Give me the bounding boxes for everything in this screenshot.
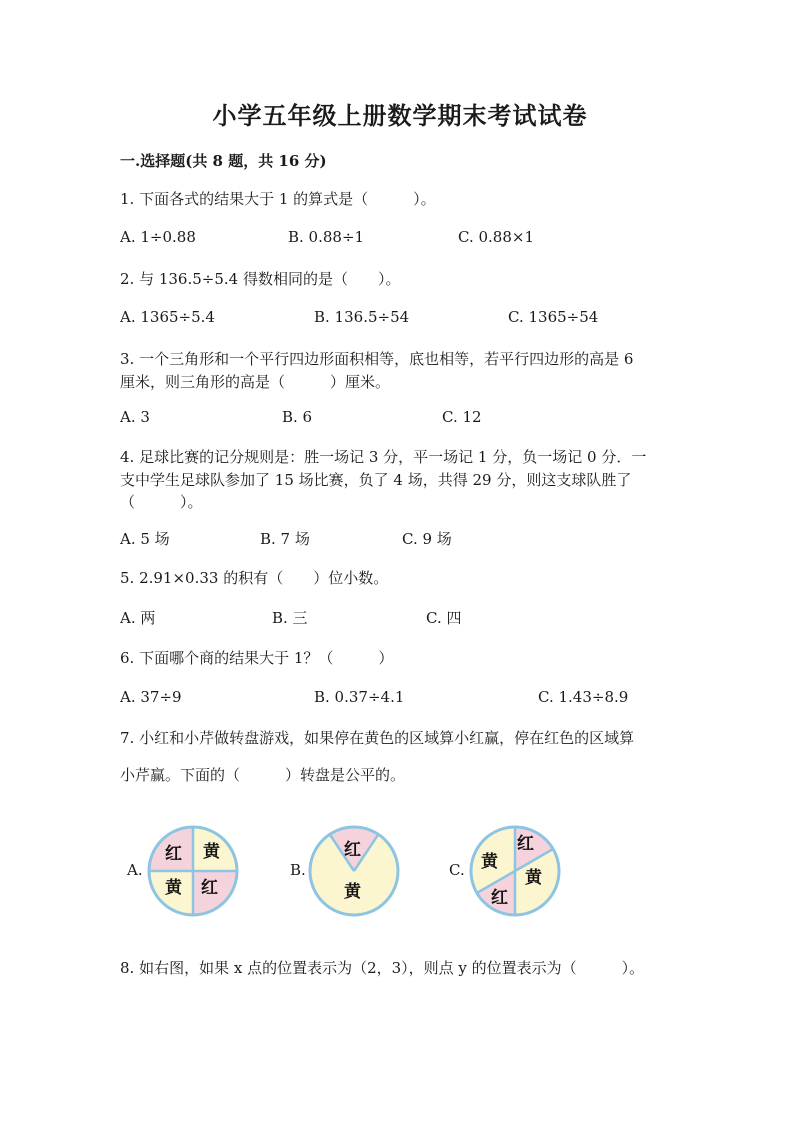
question-4-option-c[interactable]: C. 9 场 [402, 530, 452, 548]
spinner-a[interactable] [145, 823, 241, 919]
spinner-b-yellow-text: 黄 [344, 882, 361, 902]
question-1-stem: 1. 下面各式的结果大于 1 的算式是（ ）。 [120, 190, 436, 208]
question-4-option-b[interactable]: B. 7 场 [260, 530, 310, 548]
question-6-option-a[interactable]: A. 37÷9 [120, 688, 182, 706]
question-7-option-b-label[interactable]: B. [290, 861, 306, 879]
question-3-option-a[interactable]: A. 3 [120, 408, 150, 426]
spinner-a-yellow-text-1: 黄 [203, 842, 220, 862]
question-6-option-c[interactable]: C. 1.43÷8.9 [538, 688, 629, 706]
question-5-option-a[interactable]: A. 两 [120, 609, 156, 627]
question-3-stem-line-1: 3. 一个三角形和一个平行四边形面积相等，底也相等，若平行四边形的高是 6 [120, 350, 634, 368]
question-7-stem-line-2: 小芹赢。下面的（ ）转盘是公平的。 [120, 766, 406, 784]
question-7-stem-line-1: 7. 小红和小芹做转盘游戏，如果停在黄色的区域算小红赢，停在红色的区域算 [120, 729, 635, 747]
question-5-option-c[interactable]: C. 四 [426, 609, 462, 627]
section-heading: 一.选择题(共 8 题，共 16 分) [120, 152, 327, 170]
spinner-a-red-text-2: 红 [201, 878, 218, 898]
question-8-stem: 8. 如右图，如果 x 点的位置表示为（2，3），则点 y 的位置表示为（ ）。 [120, 959, 645, 977]
spinner-b-red-text: 红 [344, 840, 361, 860]
question-3-option-c[interactable]: C. 12 [442, 408, 482, 426]
question-7-option-a-label[interactable]: A. [127, 861, 143, 879]
spinner-b[interactable] [306, 823, 402, 919]
question-4-stem-line-2: 支中学生足球队参加了 15 场比赛，负了 4 场，共得 29 分，则这支球队胜了 [120, 471, 632, 489]
question-3-stem-line-2: 厘米，则三角形的高是（ ）厘米。 [120, 373, 391, 391]
spinner-c-yellow-text-2: 黄 [525, 868, 542, 888]
question-4-option-a[interactable]: A. 5 场 [120, 530, 170, 548]
spinner-c[interactable] [467, 823, 563, 919]
spinner-c-red-text-1: 红 [517, 834, 534, 854]
question-4-stem-line-1: 4. 足球比赛的记分规则是：胜一场记 3 分，平一场记 1 分，负一场记 0 分．一 [120, 448, 647, 466]
spinner-c-yellow-text-1: 黄 [481, 852, 498, 872]
spinner-a-yellow-text-2: 黄 [165, 878, 182, 898]
question-4-stem-line-3: （ ）。 [120, 493, 203, 511]
question-6-stem: 6. 下面哪个商的结果大于 1？（ ） [120, 649, 394, 667]
question-1-option-b[interactable]: B. 0.88÷1 [288, 228, 365, 246]
question-5-stem: 5. 2.91×0.33 的积有（ ）位小数。 [120, 569, 389, 587]
spinner-a-red-text-1: 红 [165, 844, 182, 864]
question-7-option-c-label[interactable]: C. [449, 861, 465, 879]
question-2-stem: 2. 与 136.5÷5.4 得数相同的是（ ）。 [120, 270, 401, 288]
question-6-option-b[interactable]: B. 0.37÷4.1 [314, 688, 405, 706]
question-2-option-c[interactable]: C. 1365÷54 [508, 308, 599, 326]
question-3-option-b[interactable]: B. 6 [282, 408, 313, 426]
question-2-option-a[interactable]: A. 1365÷5.4 [120, 308, 215, 326]
question-5-option-b[interactable]: B. 三 [272, 609, 308, 627]
spinner-c-red-text-2: 红 [491, 888, 508, 908]
question-1-option-a[interactable]: A. 1÷0.88 [120, 228, 196, 246]
question-1-option-c[interactable]: C. 0.88×1 [458, 228, 534, 246]
page-title: 小学五年级上册数学期末考试试卷 [212, 101, 588, 130]
question-2-option-b[interactable]: B. 136.5÷54 [314, 308, 410, 326]
